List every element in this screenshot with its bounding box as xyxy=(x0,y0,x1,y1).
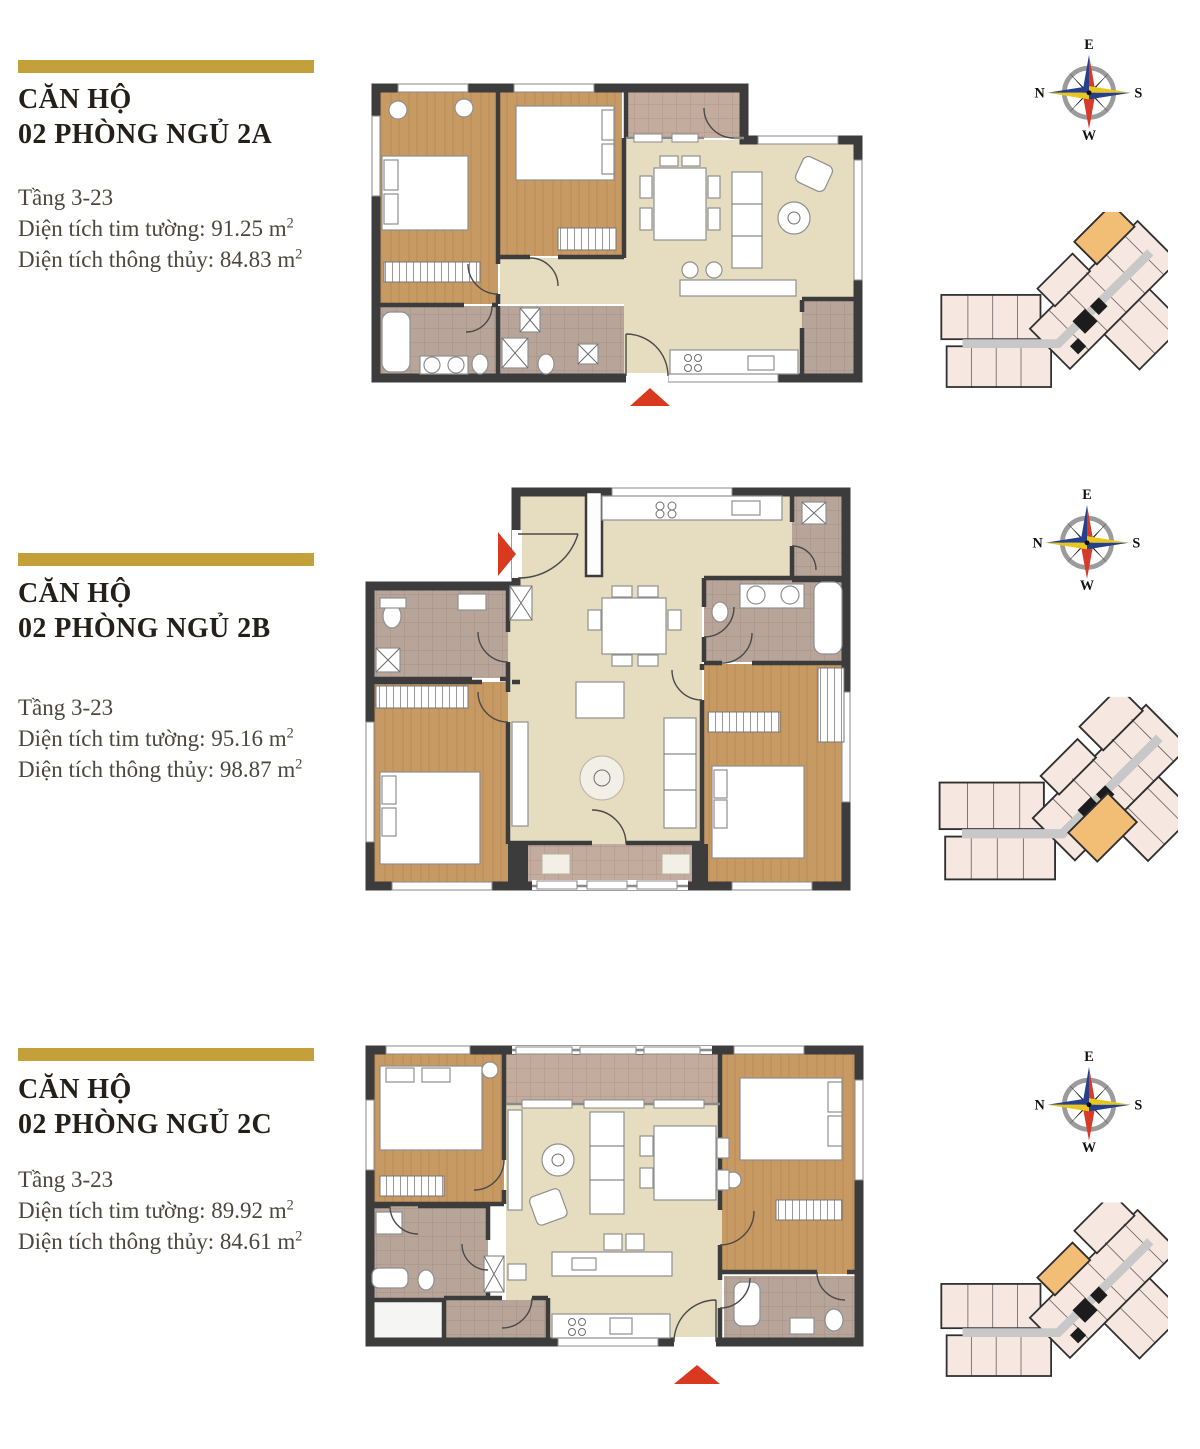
unit-title-line1: CĂN HỘ xyxy=(18,84,132,115)
entrance-arrow-icon xyxy=(630,388,670,406)
unit-title-line2: 02 PHÒNG NGỦ 2C xyxy=(18,1109,273,1140)
unit-title-2c xyxy=(18,1072,272,1142)
floor-plan-2b xyxy=(362,482,854,894)
unit-title-line1: CĂN HỘ xyxy=(18,1074,132,1105)
area-gross: Diện tích tim tường: 91.25 $m^2$ xyxy=(18,215,294,241)
unit-meta-2c xyxy=(18,1164,302,1257)
unit-title-line2: 02 PHÒNG NGỦ 2A xyxy=(18,119,273,150)
unit-title-2b xyxy=(18,576,271,646)
site-plan-minimap-2a xyxy=(936,212,1168,392)
compass-rose-icon xyxy=(1030,484,1144,594)
site-plan-minimap-2b xyxy=(934,694,1178,886)
area-gross: Diện tích tim tường: 89.92 $m^2$ xyxy=(18,1197,294,1223)
section-divider-bar xyxy=(18,60,314,73)
floor-plan-2c xyxy=(362,1040,867,1392)
area-gross: Diện tích tim tường: 95.16 $m^2$ xyxy=(18,725,294,751)
floor-plan-2a xyxy=(368,76,868,408)
unit-meta-2a xyxy=(18,182,302,275)
compass-rose-icon xyxy=(1032,34,1146,144)
unit-title-2a xyxy=(18,82,272,152)
compass-rose-icon xyxy=(1032,1046,1146,1156)
area-net: Diện tích thông thủy: 84.83 $m^2$ xyxy=(18,246,303,272)
entrance-arrow-icon xyxy=(674,1365,720,1384)
floor-range: Tầng 3-23 xyxy=(18,185,114,210)
section-divider-bar xyxy=(18,553,314,566)
unit-title-line2: 02 PHÒNG NGỦ 2B xyxy=(18,613,271,644)
site-plan-minimap-2c xyxy=(936,1196,1168,1386)
section-divider-bar xyxy=(18,1048,314,1061)
unit-title-line1: CĂN HỘ xyxy=(18,578,132,609)
area-net: Diện tích thông thủy: 84.61 $m^2$ xyxy=(18,1228,303,1254)
unit-meta-2b xyxy=(18,692,302,785)
area-net: Diện tích thông thủy: 98.87 $m^2$ xyxy=(18,756,303,782)
floor-range: Tầng 3-23 xyxy=(18,695,114,720)
floor-range: Tầng 3-23 xyxy=(18,1167,114,1192)
